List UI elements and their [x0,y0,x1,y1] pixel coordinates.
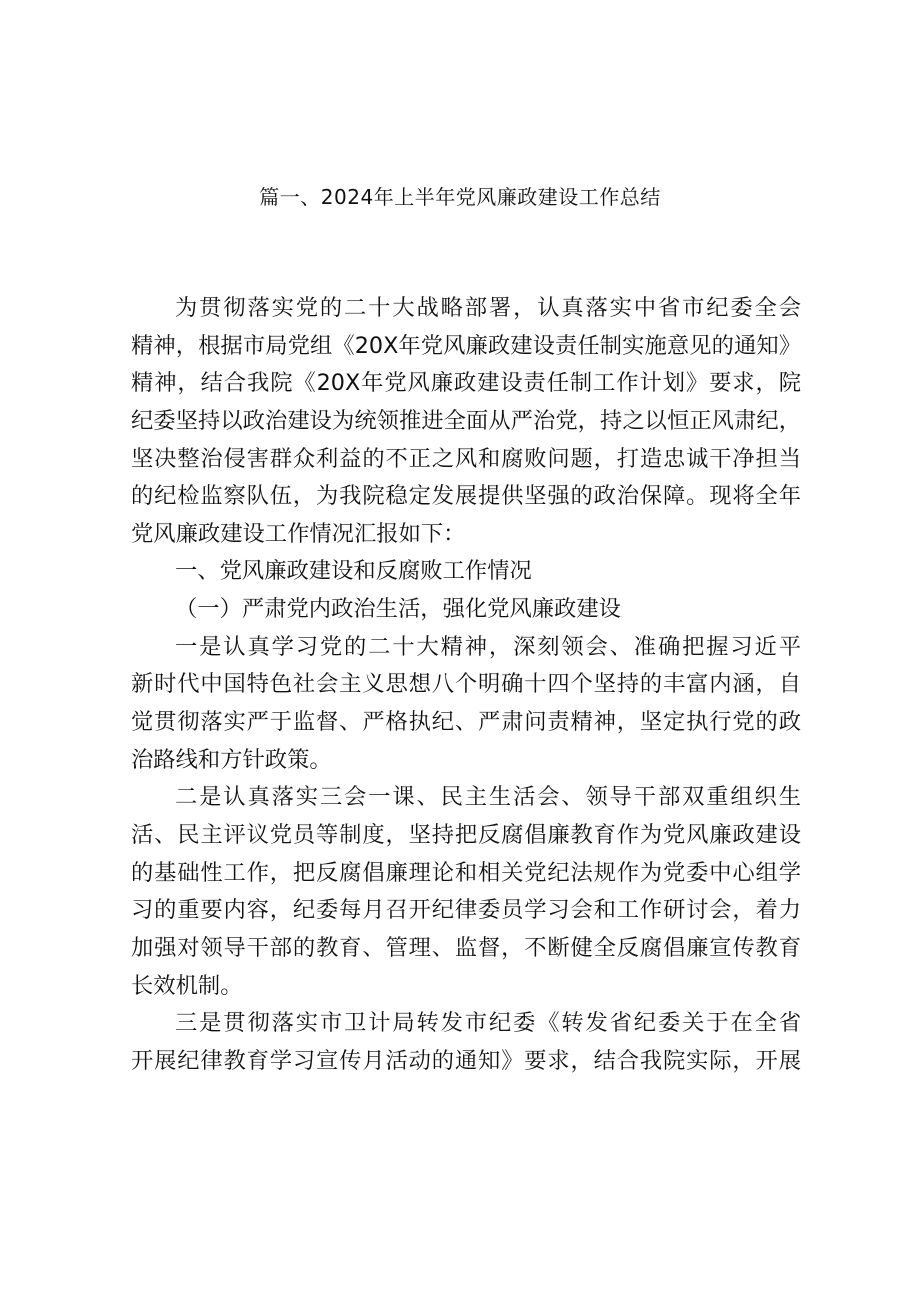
paragraph-line: 党风廉政建设工作情况汇报如下： [131,520,466,547]
paragraph-line: 三是贯彻落实市卫计局转发市纪委《转发省纪委关于在全省 [175,1010,801,1037]
paragraph-line: 活、民主评议党员等制度，坚持把反腐倡廉教育作为党风廉政建设 [131,821,801,848]
paragraph-line: 精神，结合我院《20X年党风廉政建设责任制工作计划》要求，院 [131,370,801,397]
paragraph-line: 坚决整治侵害群众利益的不正之风和腐败问题，打造忠诚干净担当 [131,445,801,472]
paragraph-line: 治路线和方针政策。 [131,746,332,773]
paragraph-line: 一是认真学习党的二十大精神，深刻领会、准确把握习近平 [175,633,801,660]
paragraph-line: 新时代中国特色社会主义思想八个明确十四个坚持的丰富内涵，自 [131,671,801,698]
paragraph-line: 二是认真落实三会一课、民主生活会、领导干部双重组织生 [175,784,801,811]
subsection-heading: （一）严肃党内政治生活，强化党风廉政建设 [175,596,621,623]
paragraph-line: 觉贯彻落实严于监督、严格执纪、严肃问责精神，坚定执行党的政 [131,709,801,736]
paragraph-line: 习的重要内容，纪委每月召开纪律委员学习会和工作研讨会，着力 [131,897,801,924]
paragraph-line: 开展纪律教育学习宣传月活动的通知》要求，结合我院实际，开展 [131,1047,801,1074]
paragraph-line: 加强对领导干部的教育、管理、监督，不断健全反腐倡廉宣传教育 [131,934,801,961]
document-title: 篇一、2024年上半年党风廉政建设工作总结 [259,185,661,209]
section-heading: 一、党风廉政建设和反腐败工作情况 [175,558,532,585]
paragraph-line: 纪委坚持以政治建设为统领推进全面从严治党，持之以恒正风肃纪， [131,407,801,434]
paragraph-line: 的基础性工作，把反腐倡廉理论和相关党纪法规作为党委中心组学 [131,859,801,886]
paragraph-line: 为贯彻落实党的二十大战略部署，认真落实中省市纪委全会 [175,295,801,321]
document-body [131,290,801,1080]
paragraph-line: 的纪检监察队伍，为我院稳定发展提供坚强的政治保障。现将全年 [131,483,801,510]
paragraph-line: 长效机制。 [131,972,243,999]
paragraph-line: 精神，根据市局党组《20X年党风廉政建设责任制实施意见的通知》 [131,332,801,359]
